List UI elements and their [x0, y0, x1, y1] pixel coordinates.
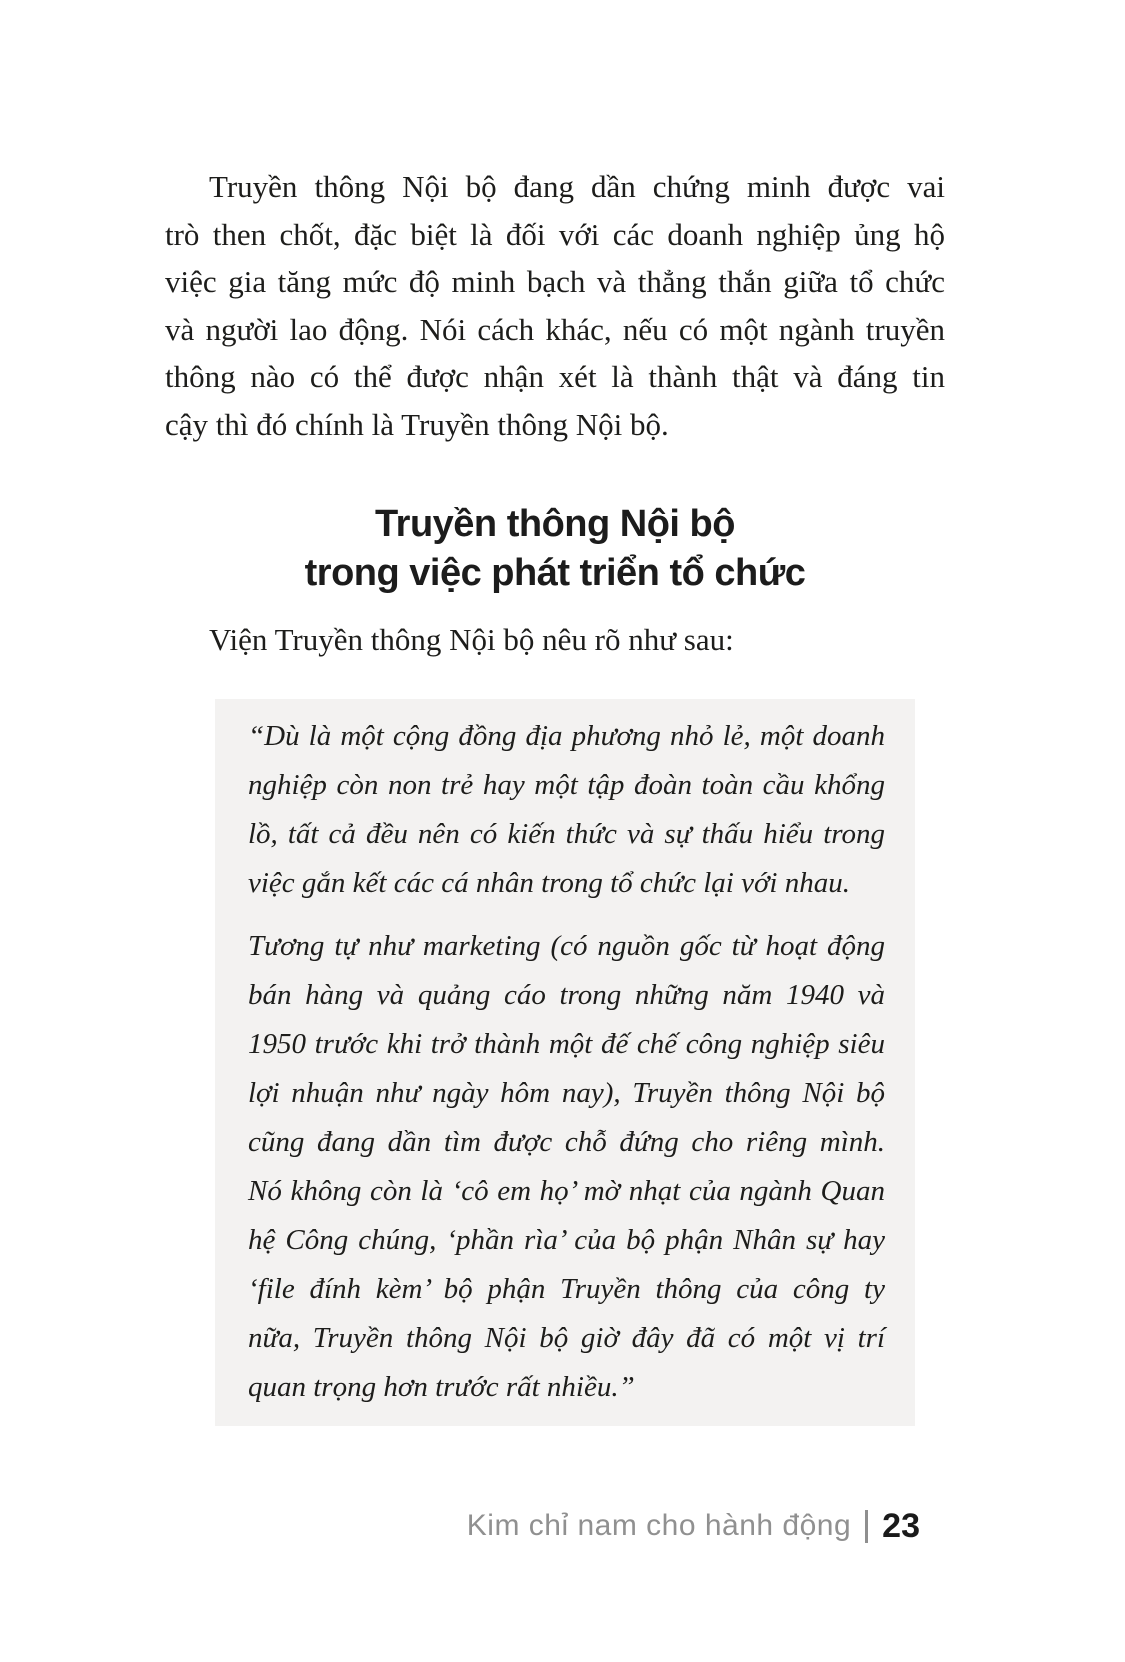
text-line: thông nào có thể được nhận xét là thành thật và đáng tin	[165, 359, 945, 394]
text-line: “Dù là một cộng đồng địa phương nhỏ lẻ, một doanh	[248, 720, 885, 752]
quote-paragraph-1	[248, 712, 885, 908]
page-footer	[467, 1504, 920, 1548]
quote-box	[215, 699, 915, 1426]
section-heading	[165, 500, 945, 598]
text-line: việc gia tăng mức độ minh bạch và thẳng thắn giữa tổ chức	[165, 264, 945, 299]
text-line: cũng đang dần tìm được chỗ đứng cho riêng mình.	[248, 1126, 885, 1158]
text-line: và người lao động. Nói cách khác, nếu có một ngành truyền	[165, 311, 945, 347]
footer-separator-bar	[865, 1510, 868, 1543]
page-number: 23	[882, 1506, 920, 1545]
text-line: cậy thì đó chính là Truyền thông Nội bộ.	[165, 406, 669, 442]
lead-in-text: Viện Truyền thông Nội bộ nêu rõ như sau:	[209, 622, 734, 657]
section-heading-line2: trong việc phát triển tổ chức	[304, 552, 806, 594]
intro-paragraph	[165, 163, 945, 448]
text-line: lồ, tất cả đều nên có kiến thức và sự thấu hiểu trong	[248, 818, 885, 850]
section-heading-line1: Truyền thông Nội bộ	[375, 503, 735, 545]
text-line: 1950 trước khi trở thành một đế chế công nghiệp siêu	[248, 1028, 885, 1060]
text-line: hệ Công chúng, ‘phần rìa’ của bộ phận Nhân sự hay	[248, 1224, 885, 1256]
text-line: lợi nhuận như ngày hôm nay), Truyền thông Nội bộ	[248, 1077, 885, 1109]
text-line: Nó không còn là ‘cô em họ’ mờ nhạt của ngành Quan	[248, 1175, 885, 1207]
quote-paragraph-2	[248, 922, 885, 1412]
running-title: Kim chỉ nam cho hành động	[466, 1509, 852, 1542]
text-line: Tương tự như marketing (có nguồn gốc từ hoạt động	[248, 930, 885, 962]
text-line: nghiệp còn non trẻ hay một tập đoàn toàn cầu khổng	[248, 769, 885, 801]
text-line: bán hàng và quảng cáo trong những năm 1940 và	[248, 979, 885, 1011]
text-line: việc gắn kết các cá nhân trong tổ chức lại với nhau.	[248, 867, 850, 899]
text-line: quan trọng hơn trước rất nhiều.”	[248, 1371, 635, 1403]
text-line: nữa, Truyền thông Nội bộ giờ đây đã có một vị trí	[248, 1322, 885, 1354]
text-line: trò then chốt, đặc biệt là đối với các doanh nghiệp ủng hộ	[165, 216, 945, 252]
text-line: ‘file đính kèm’ bộ phận Truyền thông của công ty	[248, 1273, 885, 1305]
text-line: Truyền thông Nội bộ đang dần chứng minh được vai	[209, 169, 945, 204]
